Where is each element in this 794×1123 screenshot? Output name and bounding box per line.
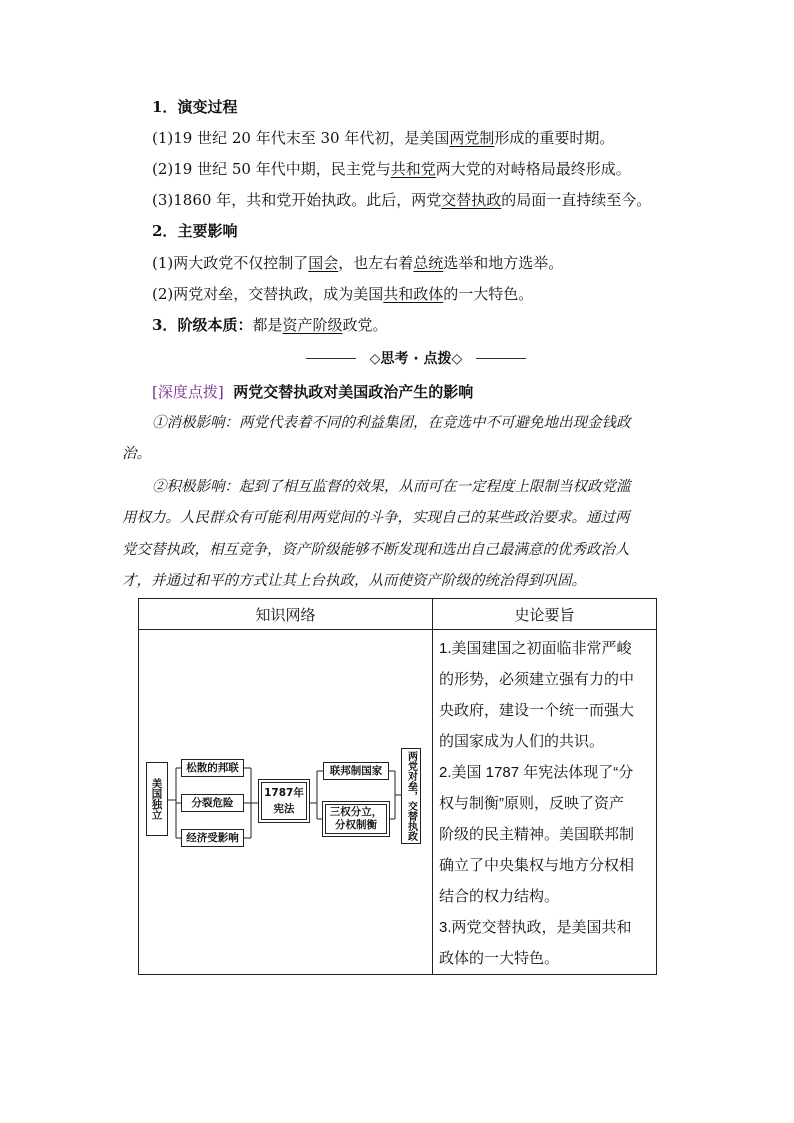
divider-title: ◇思考 · 点拨◇ xyxy=(369,351,463,367)
point-line: 阶级的民主精神。美国联邦制 xyxy=(439,826,635,843)
blank-answer: 两党制 xyxy=(449,129,495,147)
point-line: 权与制衡”原则，反映了资产 xyxy=(439,795,624,812)
point-line: 政体的一大特色。 xyxy=(439,950,560,967)
blank-answer: 总统 xyxy=(413,254,444,272)
blank-answer: 国会 xyxy=(308,254,339,272)
section-1-heading xyxy=(152,97,237,117)
section-divider xyxy=(306,348,526,368)
node-us-independence: 美国独立 xyxy=(146,762,168,836)
summary-table xyxy=(138,598,657,975)
point-line: 央政府，建设一个统一而强大 xyxy=(439,702,635,719)
blank-answer: 交替执政 xyxy=(441,191,502,209)
header-knowledge-network: 知识网络 xyxy=(139,599,433,630)
knowledge-network-diagram xyxy=(139,630,433,975)
section-2-heading: 2．主要影响 xyxy=(152,222,238,240)
point-line: 确立了中央集权与地方分权相 xyxy=(439,857,635,874)
deep-analysis-tag: [深度点拨] xyxy=(152,383,224,401)
point-line: 2.美国 1787 年宪法体现了“分 xyxy=(439,764,634,781)
node-economy-affected: 经济受影响 xyxy=(181,829,244,847)
deep-line: 才，并通过和平的方式让其上台执政，从而使资产阶级的统治得到巩固。 xyxy=(122,573,586,589)
key-points-text xyxy=(433,630,656,974)
section-1-item-2: (2)19 世纪 50 年代中期，民主党与共和党两大党的对峙格局最终形成。 xyxy=(152,160,631,178)
point-line: 1.美国建国之初面临非常严峻 xyxy=(439,640,632,657)
header-key-points: 史论要旨 xyxy=(433,599,657,630)
deep-line: ②积极影响：起到了相互监督的效果，从而可在一定程度上限制当权政党滥 xyxy=(152,479,631,495)
deep-analysis-title: 两党交替执政对美国政治产生的影响 xyxy=(233,383,474,401)
section-1-number: 1． xyxy=(152,98,178,116)
node-federal-state: 联邦制国家 xyxy=(323,762,389,780)
deep-line: 治。 xyxy=(122,446,151,462)
node-danger-of-division: 分裂危险 xyxy=(181,794,244,812)
section-1-item-3: (3)1860 年，共和党开始执政。此后，两党交替执政的局面一直持续至今。 xyxy=(152,191,652,209)
node-separation-of-powers: 三权分立， 分权制衡 xyxy=(325,804,387,834)
divider-rule-right xyxy=(476,358,526,359)
deep-line: 用权力。人民群众有可能利用两党间的斗争，实现自己的某些政治要求。通过两 xyxy=(122,510,630,526)
blank-answer: 共和党 xyxy=(390,160,436,178)
point-line: 的国家成为人们的共识。 xyxy=(439,733,605,750)
node-two-party-alternation: 两党对垒，交替执政 xyxy=(401,748,421,844)
point-line: 结合的权力结构。 xyxy=(439,888,560,905)
section-2-item-1: (1)两大政党不仅控制了国会，也左右着总统选举和地方选举。 xyxy=(152,254,564,272)
key-points-cell xyxy=(433,630,657,975)
section-1-item-1: (1)19 世纪 20 年代末至 30 年代初，是美国两党制形成的重要时期。 xyxy=(152,129,615,147)
node-loose-confederation: 松散的邦联 xyxy=(181,759,244,777)
deep-line: ①消极影响：两党代表着不同的利益集团，在竞选中不可避免地出现金钱政 xyxy=(152,415,631,431)
deep-analysis-heading xyxy=(152,382,473,402)
node-1787-constitution: 1787年 宪法 xyxy=(261,782,307,820)
point-line: 的形势，必须建立强有力的中 xyxy=(439,671,635,688)
blank-answer: 资产阶级 xyxy=(282,316,343,334)
blank-answer: 共和政体 xyxy=(383,285,444,303)
section-1-title: 演变过程 xyxy=(177,98,238,116)
divider-rule-left xyxy=(306,358,356,359)
deep-line: 党交替执政，相互竞争，资产阶级能够不断发现和选出自己最满意的优秀政治人 xyxy=(122,542,630,558)
section-2-item-2: (2)两党对垒，交替执政，成为美国共和政体的一大特色。 xyxy=(152,285,534,303)
section-3: 3．阶级本质：都是资产阶级政党。 xyxy=(152,316,388,334)
point-line: 3.两党交替执政，是美国共和 xyxy=(439,919,632,936)
